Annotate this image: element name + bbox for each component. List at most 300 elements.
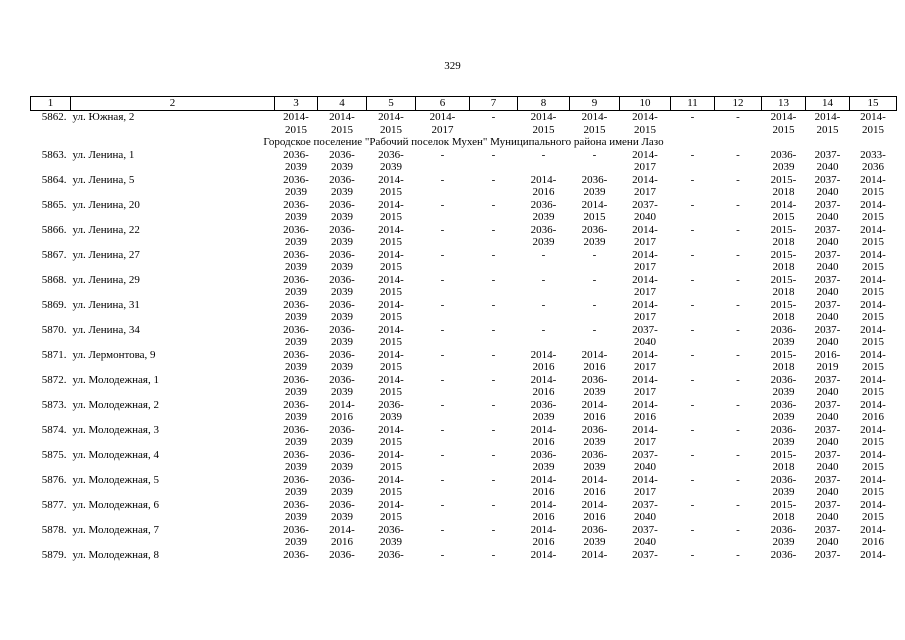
period-cell — [850, 299, 897, 324]
period-cell — [416, 374, 470, 399]
period-end — [470, 336, 518, 349]
column-header-9: 9 — [570, 97, 620, 111]
period-cell — [470, 449, 518, 474]
address-cell: ул. Молодежная, 1 — [72, 373, 159, 386]
period-end: 2040 — [816, 161, 839, 173]
period-start: 2014- — [770, 198, 797, 211]
period-end: 2015 — [583, 211, 606, 223]
period-end — [671, 161, 715, 174]
period-end: 2016 — [532, 486, 555, 498]
period-cell — [518, 299, 570, 324]
period-start: 2037- — [814, 448, 841, 461]
period-end: 2015 — [862, 361, 884, 373]
period-end — [671, 186, 715, 199]
period-start: 2014- — [860, 498, 886, 511]
table-row — [31, 524, 897, 549]
period-start: - — [440, 273, 445, 286]
period-end: 2039 — [285, 486, 307, 498]
period-cell — [671, 524, 715, 549]
period-end: 2039 — [583, 461, 606, 473]
period-start: - — [736, 248, 740, 261]
period-start: 2014- — [632, 473, 658, 486]
table-row — [31, 399, 897, 424]
period-end — [518, 261, 570, 274]
period-end: 2039 — [583, 436, 606, 448]
period-end: 2040 — [816, 336, 839, 348]
period-start: 2036- — [283, 473, 309, 486]
period-start: 2036- — [283, 448, 309, 461]
period-cell — [762, 549, 806, 574]
period-end: 2015 — [380, 311, 402, 323]
period-cell — [671, 399, 715, 424]
period-cell — [806, 549, 850, 574]
period-start: 2033- — [860, 148, 886, 161]
period-cell — [416, 499, 470, 524]
period-cell — [806, 324, 850, 349]
period-start: - — [491, 173, 496, 186]
period-cell — [570, 399, 620, 424]
period-start: - — [491, 323, 496, 336]
period-cell — [715, 199, 762, 224]
period-cell — [416, 174, 470, 199]
period-cell — [762, 374, 806, 399]
period-start: 2014- — [530, 423, 557, 436]
period-end — [416, 161, 470, 174]
period-end — [416, 311, 470, 324]
period-start: 2014- — [860, 523, 886, 536]
section-row — [31, 136, 897, 149]
period-cell — [570, 499, 620, 524]
period-start: 2036- — [770, 423, 797, 436]
period-start: 2036- — [581, 223, 608, 236]
period-end: 2039 — [772, 536, 795, 548]
period-cell — [620, 224, 671, 249]
period-cell — [470, 299, 518, 324]
period-end: 2016 — [532, 436, 555, 448]
period-cell — [806, 299, 850, 324]
period-start: 2014- — [860, 111, 886, 123]
period-cell — [620, 399, 671, 424]
period-cell — [275, 374, 318, 399]
period-cell — [318, 449, 367, 474]
period-cell — [570, 199, 620, 224]
period-cell — [367, 299, 416, 324]
period-cell — [570, 549, 620, 574]
period-end: 2015 — [862, 186, 884, 198]
period-cell — [518, 324, 570, 349]
section-title: Городское поселение "Рабочий поселок Мухен" Муниципального района имени Лазо — [263, 136, 664, 148]
period-cell — [715, 299, 762, 324]
period-cell — [806, 424, 850, 449]
period-end: 2040 — [816, 211, 839, 223]
period-cell — [275, 424, 318, 449]
address-cell: ул. Ленина, 34 — [72, 323, 140, 336]
period-start: - — [491, 348, 496, 361]
column-header-11: 11 — [671, 97, 715, 111]
period-start: 2014- — [378, 298, 404, 311]
period-end: 2039 — [331, 311, 353, 323]
period-start: 2036- — [283, 373, 309, 386]
period-end: 2017 — [634, 386, 656, 398]
period-end — [715, 511, 762, 524]
period-end — [671, 236, 715, 249]
period-cell — [275, 224, 318, 249]
period-cell — [570, 224, 620, 249]
period-cell — [806, 199, 850, 224]
period-end — [715, 436, 762, 449]
period-cell — [275, 399, 318, 424]
period-end: 2016 — [583, 486, 606, 498]
period-start: - — [736, 111, 740, 123]
period-end — [671, 311, 715, 324]
address-cell: ул. Ленина, 20 — [72, 198, 140, 211]
period-end: 2015 — [862, 311, 884, 323]
period-cell — [416, 299, 470, 324]
period-cell — [367, 174, 416, 199]
table-row — [31, 249, 897, 274]
period-cell — [416, 324, 470, 349]
period-start: - — [736, 323, 740, 336]
period-start: - — [690, 473, 695, 486]
period-start: - — [736, 448, 740, 461]
period-end: 2017 — [634, 236, 656, 248]
period-start: - — [690, 173, 695, 186]
table-row — [31, 499, 897, 524]
period-start: - — [690, 298, 695, 311]
period-start: - — [491, 298, 496, 311]
period-start: - — [690, 398, 695, 411]
period-cell — [416, 449, 470, 474]
period-end — [715, 286, 762, 299]
period-end — [470, 236, 518, 249]
period-end — [715, 536, 762, 549]
period-start: - — [736, 348, 740, 361]
period-start: 2014- — [632, 148, 658, 161]
period-start: 2036- — [283, 248, 309, 261]
period-start: - — [690, 448, 695, 461]
column-header-7: 7 — [470, 97, 518, 111]
period-start: - — [440, 448, 445, 461]
period-end: 2039 — [285, 511, 307, 523]
period-cell — [715, 549, 762, 574]
period-start: - — [736, 148, 740, 161]
period-start: 2037- — [814, 148, 841, 161]
period-start: 2014- — [860, 548, 886, 561]
period-start: 2036- — [329, 448, 355, 461]
period-start: 2014- — [632, 111, 658, 123]
period-start: 2015- — [770, 448, 797, 461]
period-start: - — [491, 273, 496, 286]
period-end: 2015 — [380, 336, 402, 348]
period-end: 2040 — [816, 286, 839, 298]
period-cell — [416, 199, 470, 224]
period-end: 2039 — [532, 211, 555, 223]
period-start: - — [491, 223, 496, 236]
row-number: 5867. — [41, 248, 67, 261]
period-end — [416, 436, 470, 449]
column-header-6: 6 — [416, 97, 470, 111]
period-cell — [416, 111, 470, 137]
period-cell — [850, 524, 897, 549]
period-cell — [275, 349, 318, 374]
period-end: 2040 — [816, 536, 839, 548]
period-start: 2014- — [860, 373, 886, 386]
period-end: 2018 — [772, 261, 795, 273]
period-end: 2017 — [634, 436, 656, 448]
period-end: 2039 — [285, 211, 307, 223]
row-number: 5862. — [41, 111, 67, 123]
period-start: 2014- — [530, 348, 557, 361]
period-end: 2015 — [380, 486, 402, 498]
period-cell — [416, 249, 470, 274]
period-cell — [318, 549, 367, 574]
period-cell — [715, 374, 762, 399]
period-cell — [318, 149, 367, 174]
period-cell — [518, 174, 570, 199]
row-number: 5865. — [41, 198, 67, 211]
table-row — [31, 299, 897, 324]
period-end: 2018 — [772, 286, 795, 298]
period-end: 2040 — [634, 461, 656, 473]
period-start: 2014- — [530, 548, 557, 561]
period-start: 2036- — [770, 398, 797, 411]
period-end: 2018 — [772, 186, 795, 198]
period-cell — [715, 474, 762, 499]
period-end: 2016 — [331, 411, 353, 423]
period-cell — [518, 399, 570, 424]
period-start: 2014- — [530, 523, 557, 536]
period-end: 2040 — [634, 511, 656, 523]
period-cell — [715, 224, 762, 249]
period-end: 2040 — [816, 436, 839, 448]
period-end: 2039 — [285, 386, 307, 398]
period-start: 2037- — [814, 398, 841, 411]
period-end: 2039 — [772, 336, 795, 348]
period-start: 2036- — [770, 323, 797, 336]
period-cell — [470, 274, 518, 299]
period-end: 2039 — [285, 336, 307, 348]
period-start: 2014- — [632, 248, 658, 261]
row-number: 5878. — [41, 523, 67, 536]
header-row — [31, 97, 897, 111]
period-cell — [318, 324, 367, 349]
period-cell — [416, 474, 470, 499]
period-start: - — [690, 523, 695, 536]
period-cell — [762, 349, 806, 374]
period-cell — [806, 349, 850, 374]
period-start: - — [491, 548, 496, 561]
period-start: - — [592, 323, 597, 336]
period-start: - — [690, 273, 695, 286]
period-end: 2039 — [285, 286, 307, 298]
period-cell — [850, 424, 897, 449]
period-cell — [620, 474, 671, 499]
period-end: 2015 — [862, 461, 884, 473]
period-end: 2015 — [862, 286, 884, 298]
period-cell — [620, 499, 671, 524]
period-cell — [806, 399, 850, 424]
period-start: 2037- — [814, 473, 841, 486]
period-end — [518, 286, 570, 299]
period-end: 2015 — [380, 361, 402, 373]
period-start: 2014- — [860, 298, 886, 311]
period-start: - — [491, 498, 496, 511]
period-start: - — [440, 373, 445, 386]
period-cell — [518, 499, 570, 524]
period-cell — [367, 524, 416, 549]
period-end — [671, 124, 715, 137]
period-end — [715, 461, 762, 474]
period-start: 2036- — [581, 173, 608, 186]
period-start: - — [690, 548, 695, 561]
period-end: 2039 — [285, 361, 307, 373]
period-cell — [570, 349, 620, 374]
period-cell — [620, 299, 671, 324]
table-row — [31, 349, 897, 374]
period-end — [416, 261, 470, 274]
column-header-5: 5 — [367, 97, 416, 111]
period-end — [416, 361, 470, 374]
period-end: 2015 — [862, 436, 884, 448]
period-end — [762, 561, 806, 574]
period-end — [570, 561, 620, 574]
period-start: 2037- — [814, 498, 841, 511]
period-start: 2015- — [770, 248, 797, 261]
period-start: - — [592, 273, 597, 286]
period-end: 2039 — [331, 436, 353, 448]
row-number: 5869. — [41, 298, 67, 311]
period-cell — [806, 474, 850, 499]
period-start: 2037- — [632, 323, 658, 336]
period-end: 2016 — [532, 511, 555, 523]
period-start: 2014- — [632, 373, 658, 386]
period-start: - — [736, 473, 740, 486]
period-end: 2039 — [331, 361, 353, 373]
period-start: 2014- — [378, 111, 404, 123]
period-start: 2036- — [329, 148, 355, 161]
period-end: 2040 — [816, 386, 839, 398]
period-cell — [318, 399, 367, 424]
period-start: 2037- — [814, 548, 841, 561]
address-cell: ул. Лермонтова, 9 — [72, 348, 156, 361]
period-start: - — [541, 273, 546, 286]
period-start: 2036- — [581, 373, 608, 386]
period-cell — [850, 224, 897, 249]
period-cell — [470, 474, 518, 499]
period-cell — [762, 274, 806, 299]
period-end — [671, 486, 715, 499]
period-end: 2015 — [380, 123, 402, 136]
period-end — [850, 561, 897, 574]
period-start: - — [440, 523, 445, 536]
column-header-14: 14 — [806, 97, 850, 111]
period-start: 2037- — [814, 273, 841, 286]
period-end — [671, 411, 715, 424]
period-start: 2037- — [632, 448, 658, 461]
period-cell — [367, 199, 416, 224]
period-end: 2017 — [634, 311, 656, 323]
schedule-table — [30, 96, 897, 574]
period-end — [715, 486, 762, 499]
table-row — [31, 149, 897, 174]
row-number: 5866. — [41, 223, 67, 236]
period-cell — [850, 111, 897, 137]
period-end — [671, 436, 715, 449]
period-start: - — [440, 548, 445, 561]
period-end — [715, 186, 762, 199]
period-start: - — [440, 298, 445, 311]
period-end: 2015 — [380, 436, 402, 448]
period-start: - — [440, 423, 445, 436]
column-header-15: 15 — [850, 97, 897, 111]
period-end — [470, 211, 518, 224]
period-start: 2014- — [378, 448, 404, 461]
period-start: 2014- — [378, 248, 404, 261]
period-end: 2040 — [816, 261, 839, 273]
period-cell — [762, 524, 806, 549]
period-start: - — [690, 348, 695, 361]
period-end — [470, 124, 518, 137]
period-end — [570, 286, 620, 299]
period-start: 2036- — [329, 248, 355, 261]
period-end — [671, 361, 715, 374]
period-end: 2015 — [862, 486, 884, 498]
period-cell — [318, 249, 367, 274]
period-cell — [850, 449, 897, 474]
period-cell — [671, 499, 715, 524]
period-start: 2014- — [378, 173, 404, 186]
address-cell: ул. Южная, 2 — [72, 111, 135, 123]
period-end: 2016 — [583, 511, 606, 523]
period-end: 2039 — [331, 286, 353, 298]
period-start: - — [690, 148, 695, 161]
period-start: 2036- — [283, 298, 309, 311]
period-start: 2036- — [581, 523, 608, 536]
period-start: - — [690, 323, 695, 336]
period-end: 2016 — [532, 186, 555, 198]
period-start: - — [736, 423, 740, 436]
period-cell — [850, 199, 897, 224]
period-cell — [570, 449, 620, 474]
period-start: - — [491, 423, 496, 436]
period-cell — [715, 111, 762, 137]
period-end — [715, 336, 762, 349]
period-cell — [518, 274, 570, 299]
period-cell — [275, 149, 318, 174]
period-start: - — [592, 298, 597, 311]
period-cell — [416, 349, 470, 374]
period-start: 2014- — [860, 223, 886, 236]
period-cell — [470, 224, 518, 249]
period-start: 2016- — [814, 348, 841, 361]
period-cell — [518, 249, 570, 274]
period-end — [416, 336, 470, 349]
period-cell — [518, 111, 570, 137]
period-cell — [518, 524, 570, 549]
period-cell — [570, 324, 620, 349]
address-cell: ул. Ленина, 5 — [72, 173, 135, 186]
period-end — [715, 261, 762, 274]
period-start: 2036- — [530, 223, 557, 236]
period-start: 2014- — [378, 498, 404, 511]
period-start: 2036- — [530, 448, 557, 461]
period-end: 2016 — [532, 361, 555, 373]
period-cell — [518, 474, 570, 499]
period-cell — [715, 324, 762, 349]
period-cell — [470, 499, 518, 524]
period-cell — [715, 399, 762, 424]
period-end: 2018 — [772, 311, 795, 323]
